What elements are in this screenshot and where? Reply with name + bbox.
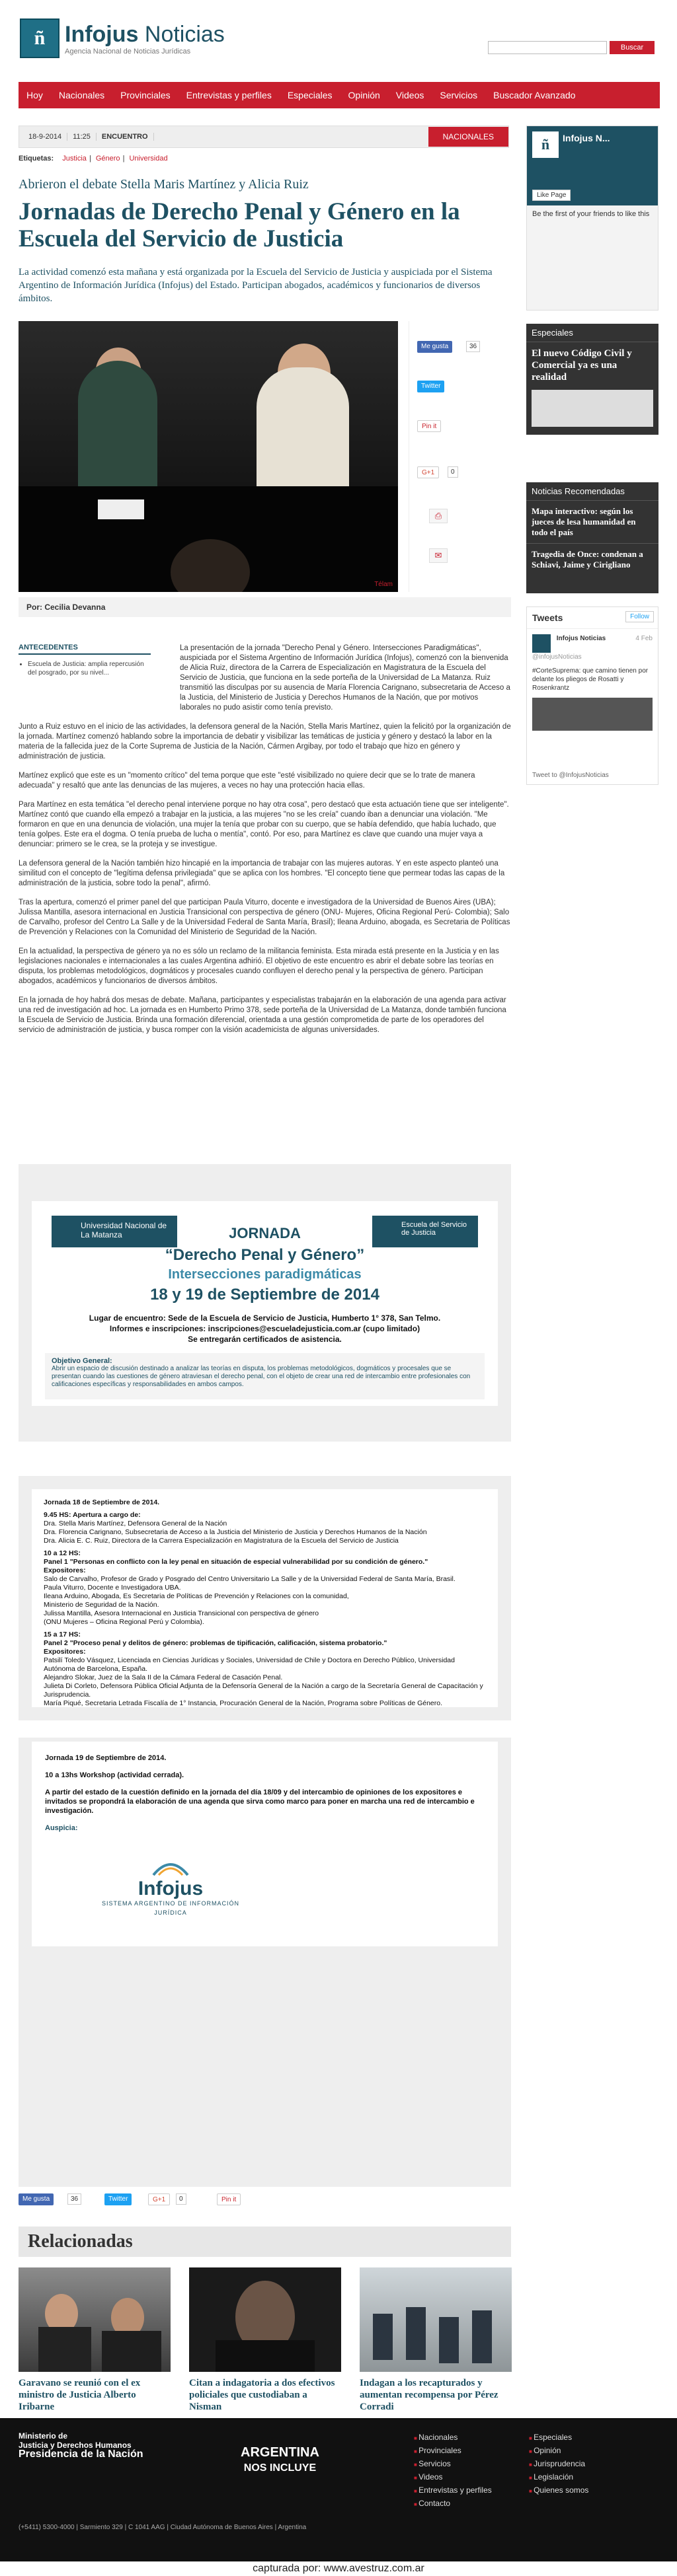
flyer-info: Informes e inscripciones: inscripciones@escueladejusticia.com.ar (cupo limitado) [109, 1324, 420, 1333]
article-time: 11:25 [67, 133, 97, 141]
program-line: Ileana Arduino, Abogada, Es Secretaria de Políticas de Prevención y Relaciones con la comunidad, [44, 1592, 349, 1600]
program-line: María Piqué, Secretaria Letrada Fiscalía de 1° Instancia, Procuración General de la Nación, Programa sobre Políticas de Género. [44, 1699, 443, 1707]
program-line: Ministerio de Seguridad de la Nación. [44, 1601, 159, 1609]
especial-thumbnail[interactable] [532, 390, 653, 427]
related-caption[interactable]: Indagan a los recapturados y aumentan recompensa por Pérez Corradi [360, 2378, 498, 2412]
program-line: Patsilí Toledo Vásquez, Licenciada en Ciencias Jurídicas y Sociales, Universidad de Chile y Doctora en Derecho Público, Universidad Autónoma de Barcelona, España. [44, 1656, 455, 1673]
flyer-place: Lugar de encuentro: Sede de la Escuela de Servicio de Justicia, Humberto 1° 378, San Telmo. [89, 1313, 441, 1323]
antecedente-link[interactable]: • Escuela de Justicia: amplia repercusión del posgrado, por su nivel... [28, 660, 151, 677]
footer-link[interactable]: ■ Videos [414, 2471, 492, 2484]
program-line: Jornada 18 de Septiembre de 2014. [44, 1498, 160, 1506]
program-line: Panel 2 "Proceso penal y delitos de género: problemas de tipificación, calificación, sistema probatorio." [44, 1639, 387, 1647]
search-form [488, 41, 655, 54]
paragraph: En la actualidad, la perspectiva de género ya no es sólo un reclamo de la militancia feminista. Esta mirada está presente en la Justicia y en las legislaciones nacionales e internacionales a las cuales Argentina adhirió. El objetivo de este encuentro es abrir el debate sobre las teorías en disputa, los problemas metodológicos, dogmáticos y procesales cuando confluyen el derecho penal y la perspectiva de género. Participan abogados, académicos y funcionarios de diversos ámbitos. [19, 947, 499, 985]
infojus-arc-icon [151, 1858, 190, 1876]
flyer-title-2: “Derecho Penal y Género” [165, 1246, 365, 1264]
program-line: Expositores: [44, 1566, 86, 1574]
nav-item-hoy[interactable]: Hoy [26, 90, 43, 100]
site-footer [0, 2418, 677, 2561]
google-plus-count: 0 [176, 2193, 186, 2205]
tag-link[interactable]: Justicia [62, 155, 87, 163]
footer-link[interactable]: ■ Quienes somos [529, 2484, 588, 2497]
pinterest-button[interactable]: Pin it [417, 420, 441, 432]
program-line: Dra. Florencia Carignano, Subsecretaria de Acceso a la Justicia del Ministerio de Justicia y Derechos Humanos de la Nación [44, 1528, 427, 1536]
event-flyer [19, 1164, 511, 1442]
nav-item-videos[interactable]: Videos [395, 90, 424, 100]
capture-credit: capturada por: www.avestruz.com.ar [0, 2561, 677, 2576]
footer-link[interactable]: ■ Servicios [414, 2458, 492, 2471]
footer-links-2 [529, 2431, 588, 2497]
program-line: Alejandro Slokar, Juez de la Sala II de la Cámara Federal de Casación Penal. [44, 1674, 283, 1681]
program-line: Expositores: [44, 1648, 86, 1656]
related-title: Relacionadas [19, 2226, 511, 2257]
paragraph: Tras la apertura, comenzó el primer panel del que participan Paula Viturro, docente e investigadora de la Universidad de Buenos Aires (UBA); Julissa Mantilla, asesora internacional en Justicia Transicional con perspectiva de género (ONU- Mujeres, Oficina Regional Perú- Colombia); Salo de Carvalho, profesor del Centro La Salle y de la Universidad Federal de Santa María, Brasil); Ileana Arduino, abogada, es Secretaria de Políticas de Prevención y Relaciones con la Comunidad del Ministerio de Seguridad de la Nación. [19, 899, 510, 936]
related-photo[interactable] [360, 2267, 512, 2372]
twitter-button[interactable]: Twitter [104, 2193, 132, 2205]
footer-link[interactable]: ■ Legislación [529, 2471, 588, 2484]
event-program [19, 1476, 511, 1720]
program-line: 15 a 17 HS: [44, 1631, 81, 1638]
antecedentes-title: ANTECEDENTES [19, 644, 151, 655]
antecedentes-box [19, 644, 151, 683]
footer-link[interactable]: ■ Jurisprudencia [529, 2458, 588, 2471]
site-header [0, 0, 677, 78]
footer-link[interactable]: ■ Entrevistas y perfiles [414, 2484, 492, 2497]
related-caption[interactable]: Garavano se reunió con el ex ministro de Justicia Alberto Iribarne [19, 2378, 141, 2412]
footer-links-1 [414, 2431, 492, 2511]
footer-link[interactable]: ■ Contacto [414, 2497, 492, 2511]
facebook-like-button[interactable]: Me gusta [417, 341, 452, 353]
program-line: Dra. Stella Maris Martínez, Defensora General de la Nación [44, 1520, 227, 1527]
workshop-date: Jornada 19 de Septiembre de 2014. [45, 1754, 167, 1762]
article-photo [19, 321, 398, 592]
program-line: 10 a 12 HS: [44, 1549, 81, 1557]
program-line: Julieta Di Corleto, Defensora Pública Oficial Adjunta de la Defensoría General de la Nación a cargo de la Secretaría General de Capacitación y Jurisprudencia. [44, 1682, 483, 1699]
related-photo[interactable] [189, 2267, 341, 2372]
recomendadas-block [526, 482, 658, 593]
related-item[interactable] [19, 2267, 171, 2413]
paragraph: Martínez explicó que este es un "momento crítico" del tema porque que este "esté visibilizado no quiere decir que se lo trate de manera adecuada" y resaltó que ante las denuncias de las mujeres, a veces no hay una protección hacia ellas. [19, 772, 475, 790]
program-line: Paula Viturro, Docente e Investigadora UBA. [44, 1584, 181, 1592]
search-input[interactable] [488, 41, 607, 54]
footer-link[interactable]: ■ Especiales [529, 2431, 588, 2445]
article-body [19, 644, 511, 1045]
unlam-logo: Universidad Nacional de La Matanza [52, 1216, 177, 1247]
facebook-widget [526, 126, 658, 311]
nav-item-entrevistas[interactable]: Entrevistas y perfiles [186, 90, 272, 100]
program-line: (ONU Mujeres – Oficina Regional Perú y Colombia). [44, 1618, 204, 1626]
tag-link[interactable]: Género [95, 155, 120, 163]
twitter-button[interactable]: Twitter [417, 381, 444, 392]
program-line: Salo de Carvalho, Profesor de Grado y Posgrado del Centro Universitario La Salle y de la Universidad Federal de Santa María, Brasil. [44, 1575, 456, 1583]
paragraph: La presentación de la jornada "Derecho Penal y Género. Intersecciones Paradigmáticas", auspiciada por el Sistema Argentino de Información Jurídica (Infojus), comenzó con la bienvenida de Alicia Ruiz, directora de la Carrera de Especialización en Magistratura de la Escuela del Servicio de Justicia, que funciona en la sede porteña de la Universidad de La Matanza. Ruiz transmitió las disculpas por su ausencia de María Florencia Carignano, subsecretaria de Acceso a la Justicia, del Ministerio de Justicia y Derechos Humanos de la Nación, que por motivos laborales no pudo asistir como tenía previsto. [180, 644, 510, 712]
tweets-title: Tweets [527, 607, 658, 629]
program-line: Julissa Mantilla, Asesora Internacional en Justicia Transicional con perspectiva de género [44, 1609, 319, 1617]
flyer-subtitle: Intersecciones paradigmáticas [168, 1267, 362, 1282]
site-logo[interactable] [20, 18, 225, 58]
recomendadas-title: Noticias Recomendadas [526, 482, 658, 501]
program-line: Dra. Alicia E. C. Ruiz, Directora de la Carrera Especialización en Magistratura de la Escuela del Servicio de Justicia [44, 1537, 399, 1545]
facebook-like-button[interactable]: Me gusta [19, 2193, 54, 2205]
name-placard [98, 499, 144, 519]
site-subtitle: Agencia Nacional de Noticias Jurídicas [65, 47, 191, 55]
article-meta [19, 126, 509, 148]
paragraph: En la jornada de hoy habrá dos mesas de debate. Mañana, participantes y especialistas trabajarán en la elaboración de una agenda para activar una red de investigación ad hoc. La jornada es en Humberto Primo 378, sede porteña de la Universidad de La Matanza, donde también funciona la Escuela de Servicio de Justicia. Brinda una formación diferencial, orientada a una gestión comprometida de parte de los operadores del servicio de administración de justicia, y busca romper con la visión academicista de algunas universidades. [19, 996, 506, 1034]
related-photo[interactable] [19, 2267, 171, 2372]
facebook-count: 36 [466, 341, 480, 352]
auspicia-label: Auspicia: [45, 1824, 78, 1832]
site-name: Infojus Noticias [65, 21, 225, 47]
tag-link[interactable]: Universidad [129, 155, 168, 163]
footer-link[interactable]: ■ Opinión [529, 2445, 588, 2458]
facebook-page-logo: ñ [532, 131, 559, 158]
google-plus-button[interactable]: G+1 [148, 2193, 170, 2205]
article-author: Por: Cecilia Devanna [19, 597, 511, 617]
google-plus-button[interactable]: G+1 [417, 466, 439, 478]
tags: Etiquetas: Justicia | Género | Universidad [19, 155, 168, 163]
paragraph: Para Martínez en esta temática "el derecho penal interviene porque no hay otra cosa", pero destacó que esta actuación tiene que ser inteligente". Martínez contó que cuando ella empezó a trabajar en la justicia, a las mujeres "no se les creía" cuando iban a denunciar una violación. "Me formaron en que en una denuncia de violación, una mujer la tenía que probar con su cuerpo, que se había defendido, que había luchado, que tenía golpes. Este era el dogma. O tenía prueba de lucha o mentía", contó. Por eso, para Martínez es clave que cuando una mujer vaya a denunciar: primero se le crea, se la proteja y se investigue. [19, 801, 509, 848]
flyer-cert: Se entregarán certificados de asistencia. [188, 1335, 342, 1344]
share-bar-bottom [19, 2192, 283, 2208]
nav-item-especiales[interactable]: Especiales [287, 90, 333, 100]
logo-mark: ñ [20, 18, 60, 58]
flyer-title: JORNADA [229, 1225, 301, 1241]
footer-link[interactable]: ■ Nacionales [414, 2431, 492, 2445]
avatar [532, 634, 551, 653]
mail-icon[interactable]: ✉ [429, 548, 448, 563]
facebook-page-name[interactable]: Infojus N... [563, 133, 610, 143]
nav-item-nacionales[interactable]: Nacionales [58, 90, 105, 100]
infojus-logo: Infojus SISTEMA ARGENTINO DE INFORMACIÓN JURÍDICA [98, 1858, 243, 1917]
footer-address: (+5411) 5300-4000 | Sarmiento 329 | C 1041 AAG | Ciudad Autónoma de Buenos Aires | Argentina [19, 2524, 307, 2531]
especiales-title: Especiales [526, 324, 658, 342]
article-section: ENCUENTRO [97, 133, 154, 141]
tweet: Infojus Noticias 4 Feb @infojusNoticias #CorteSuprema: que camino tienen por delante los pliegos de Rosatti y Rosenkrantz [527, 629, 658, 736]
tweet-to-link[interactable]: Tweet to @InfojusNoticias [532, 772, 609, 779]
pinterest-button[interactable]: Pin it [217, 2193, 241, 2205]
ministry-logo: Ministerio de Justicia y Derechos Humanos Presidencia de la Nación [19, 2431, 143, 2460]
footer-link[interactable]: ■ Provinciales [414, 2445, 492, 2458]
printer-icon[interactable]: ⎙ [429, 509, 448, 523]
footer-slogan: ARGENTINA NOS INCLUYE [241, 2445, 319, 2474]
flyer-dates: 18 y 19 de Septiembre de 2014 [150, 1286, 379, 1304]
es-logo: Escuela del Servicio de Justicia [372, 1216, 478, 1247]
category-badge[interactable]: NACIONALES [428, 127, 508, 147]
program-line: Panel 1 "Personas en conflicto con la ley penal en situación de especial vulnerabilidad por su condición de género." [44, 1558, 428, 1566]
tags-label: Etiquetas: [19, 155, 54, 163]
tweet-image[interactable] [532, 698, 653, 731]
nav-item-servicios[interactable]: Servicios [440, 90, 478, 100]
related-caption[interactable]: Citan a indagatoria a dos efectivos policiales que custodiaban a Nisman [189, 2378, 335, 2412]
nav-item-opinion[interactable]: Opinión [348, 90, 380, 100]
facebook-count: 36 [67, 2193, 81, 2205]
related-item[interactable] [360, 2267, 512, 2413]
share-bar [409, 321, 514, 592]
twitter-follow-button[interactable]: Follow [625, 611, 654, 622]
facebook-widget-text: Be the first of your friends to like this [532, 210, 650, 218]
facebook-like-page-button[interactable]: Like Page [532, 190, 571, 201]
article-kicker: Abrieron el debate Stella Maris Martínez y Alicia Ruiz [19, 177, 309, 192]
google-plus-count: 0 [448, 466, 458, 478]
event-workshop [19, 1738, 511, 2187]
program-line: 9.45 HS: Apertura a cargo de: [44, 1511, 141, 1519]
nav-item-buscador[interactable]: Buscador Avanzado [493, 90, 576, 100]
nav-item-provinciales[interactable]: Provinciales [120, 90, 171, 100]
main-nav [19, 82, 660, 108]
flyer-objective-title: Objetivo General: [52, 1357, 112, 1365]
flyer-objective: Abrir un espacio de discusión destinado a analizar las teorías en disputa, los problemas metodológicos, dogmáticos y procesales que se presentan cuando las cuestiones de género atraviesan el derecho penal, con el objeto de crear una red de intercambio entre profesionales con calificaciones específicas y responsabilidades en ambos campos. [52, 1365, 471, 1388]
tweet-text: #CorteSuprema: que camino tienen por delante los pliegos de Rosatti y Rosenkrantz [532, 667, 649, 692]
search-button[interactable]: Buscar [610, 41, 655, 54]
workshop-desc: A partir del estado de la cuestión definido en la jornada del día 18/09 y del intercambio de opiniones de los expositores e invitados se propondrá la elaboración de una agenda que sirva como marco para poner en marcha una red de intercambio e investigación. [45, 1788, 475, 1815]
recomendada-link[interactable]: Tragedia de Once: condenan a Schiavi, Jaime y Cirigliano [532, 549, 643, 570]
related-item[interactable] [189, 2267, 341, 2413]
article-date: 18-9-2014 [23, 133, 67, 141]
paragraph: La defensora general de la Nación también hizo hincapié en la importancia de trabajar con las mujeres autoras. Y en este aspecto planteó una similitud con el concepto de "legítima defensa privilegiada" que se aplica con los hombres. "El concepto tiene que permear todas las capas de la administración de la justicia, sobre todo la penal", afirmó. [19, 860, 505, 887]
especiales-block [526, 324, 658, 435]
twitter-widget [526, 607, 658, 785]
article-headline: Jornadas de Derecho Penal y Género en la Escuela del Servicio de Justicia [19, 198, 460, 252]
workshop-time: 10 a 13hs Workshop (actividad cerrada). [45, 1771, 184, 1779]
paragraph: Junto a Ruiz estuvo en el inicio de las actividades, la defensora general de la Nación, Stella Maris Martínez, quien la felicitó por la organización de la jornada. Martínez comenzó hablando sobre la importancia de debatir y visibilizar las temáticas de justicia y género y destacó la labor en la materia de la fallecida juez de la Corte Suprema de Justicia de la Nación, Cármen Argibay, por todo el trabajo que hizo en género y administración de justicia. [19, 723, 511, 760]
article-lead: La actividad comenzó esta mañana y está organizada por la Escuela del Servicio de Justicia y auspiciada por el Sistema Argentino de Información Jurídica (Infojus) del Estado. Participan abogados, académicos y funcionarios de diversos ámbitos. [19, 267, 493, 304]
recomendada-link[interactable]: Mapa interactivo: según los jueces de lesa humanidad en todo el país [526, 501, 658, 544]
especial-link[interactable]: El nuevo Código Civil y Comercial ya es una realidad [532, 348, 632, 383]
photo-credit: Télam [374, 581, 393, 588]
